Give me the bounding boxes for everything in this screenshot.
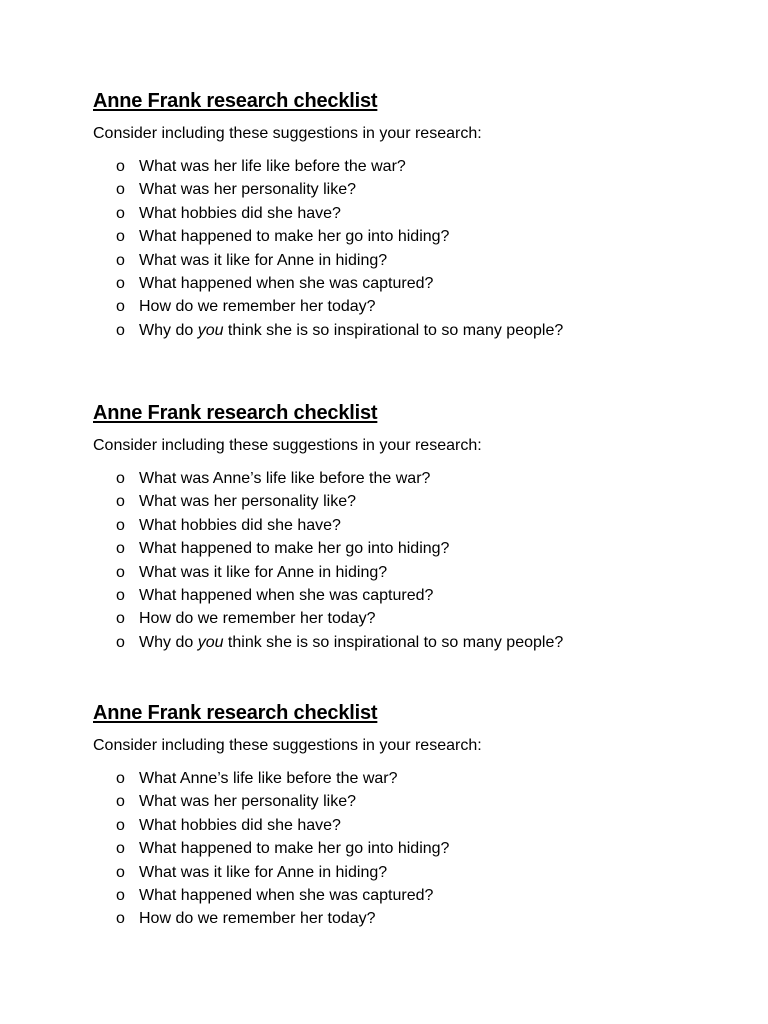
list-item [93,155,713,178]
item-text: What hobbies did she have? [139,204,341,222]
list-item [93,178,713,201]
list-item [93,537,713,560]
list-item [93,249,713,272]
list-item [93,467,713,490]
bullet-icon: o [116,770,125,787]
item-text-after: think she is so inspirational to so many people? [223,633,564,651]
bullet-icon: o [116,840,125,858]
section-intro: Consider including these suggestions in your research: [93,737,482,754]
bullet-icon: o [116,516,125,534]
section-heading: Anne Frank research checklist [93,702,378,724]
item-text: What was it like for Anne in hiding? [139,251,388,269]
bullet-icon: o [116,321,125,339]
item-text-emphasis: you [197,321,224,339]
bullet-icon: o [116,887,125,905]
item-text: What was her life like before the war? [139,158,406,175]
item-text: What was her personality like? [139,793,356,811]
list-item [93,814,713,837]
list-item [93,295,713,318]
item-text: What was it like for Anne in hiding? [139,863,388,881]
checklist [93,467,713,654]
checklist-section [93,700,713,931]
checklist [93,155,713,342]
item-text-before: Why do [139,633,198,651]
section-heading: Anne Frank research checklist [93,90,378,112]
bullet-icon: o [116,158,125,175]
item-text: What happened when she was captured? [139,587,434,605]
item-text: How do we remember her today? [139,910,376,928]
list-item [93,837,713,860]
bullet-icon: o [116,228,125,246]
bullet-icon: o [116,587,125,605]
checklist-section [93,400,713,654]
list-item [93,319,713,342]
item-text: What was her personality like? [139,181,356,199]
bullet-icon: o [116,610,125,628]
bullet-icon: o [116,540,125,558]
bullet-icon: o [116,298,125,316]
item-text: What hobbies did she have? [139,516,341,534]
item-text: What happened when she was captured? [139,275,434,293]
bullet-icon: o [116,793,125,811]
item-text-before: Why do [139,321,198,339]
list-item [93,202,713,225]
list-item [93,884,713,907]
bullet-icon: o [116,816,125,834]
bullet-icon: o [116,470,125,487]
bullet-icon: o [116,563,125,581]
bullet-icon: o [116,181,125,199]
list-item [93,790,713,813]
list-item [93,631,713,654]
item-text: What Anne’s life like before the war? [139,770,398,787]
checklist-section [93,88,713,342]
item-text: How do we remember her today? [139,298,376,316]
item-text-after: think she is so inspirational to so many people? [223,321,564,339]
bullet-icon: o [116,251,125,269]
item-text: What was it like for Anne in hiding? [139,563,388,581]
bullet-icon: o [116,910,125,928]
section-heading: Anne Frank research checklist [93,402,378,424]
bullet-icon: o [116,493,125,511]
bullet-icon: o [116,863,125,881]
checklist [93,767,713,931]
list-item [93,490,713,513]
bullet-icon: o [116,633,125,651]
list-item [93,225,713,248]
item-text: What was her personality like? [139,493,356,511]
section-intro: Consider including these suggestions in your research: [93,437,482,454]
list-item [93,561,713,584]
item-text-emphasis: you [197,633,224,651]
bullet-icon: o [116,275,125,293]
bullet-icon: o [116,204,125,222]
section-intro: Consider including these suggestions in your research: [93,125,482,142]
list-item [93,514,713,537]
list-item [93,861,713,884]
item-text: What hobbies did she have? [139,816,341,834]
item-text: What happened to make her go into hiding? [139,540,450,558]
list-item [93,907,713,930]
item-text: What happened to make her go into hiding? [139,840,450,858]
list-item [93,767,713,790]
item-text: What happened to make her go into hiding? [139,228,450,246]
list-item [93,272,713,295]
list-item [93,607,713,630]
list-item [93,584,713,607]
item-text: What was Anne’s life like before the war? [139,470,431,487]
item-text: What happened when she was captured? [139,887,434,905]
item-text: How do we remember her today? [139,610,376,628]
